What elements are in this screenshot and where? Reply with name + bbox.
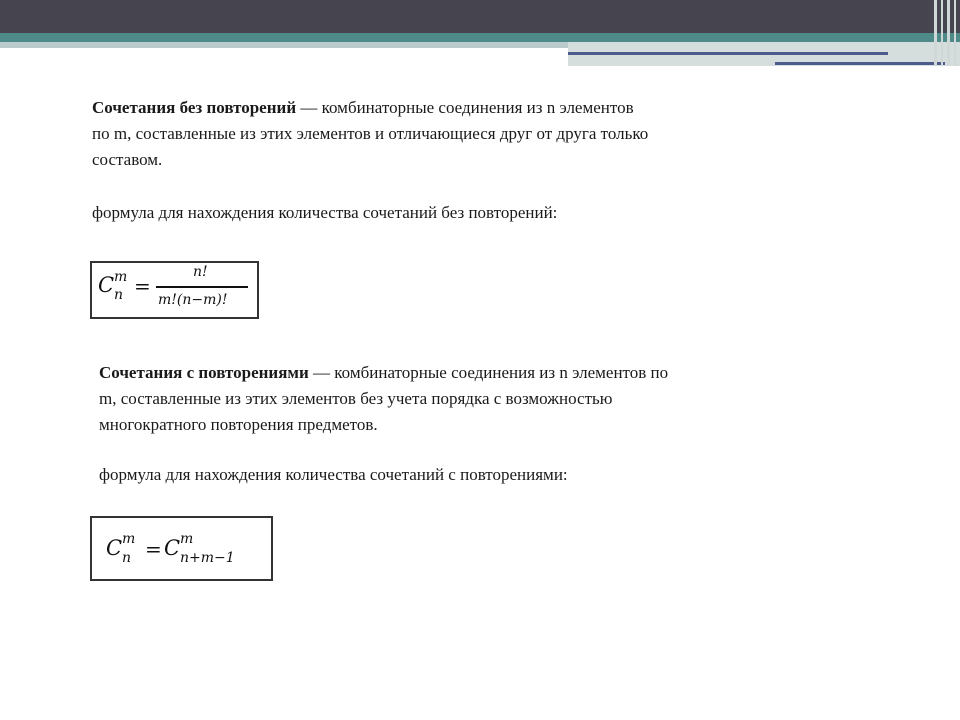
formula-repeat-caption: формула для нахождения количества сочетаний с повторениями: [99,465,568,484]
formula2-lhs-symbol: C [106,536,123,560]
definition-repeat-line2: m, составленные из этих элементов без учета порядка с возможностью [99,389,613,408]
definition-no-repeat [92,95,812,173]
formula1-subscript: n [114,287,124,303]
formula2-lhs-superscript: m [122,531,136,547]
definition-repeat-line1: — комбинаторные соединения из n элементов по [308,363,669,382]
header-teal-band [0,33,960,42]
definition-repeat [99,360,829,438]
formula1-equals: = [134,274,151,298]
header-blue-line [568,52,888,55]
definition-no-repeat-line1: — комбинаторные соединения из n элементов [296,98,634,117]
formula-no-repeat-caption: формула для нахождения количества сочетаний без повторений: [92,203,558,222]
definition-no-repeat-line3: составом. [92,150,163,169]
formula2-lhs-subscript: n [122,550,132,566]
header-light-strip [0,42,568,48]
term-repeat: Сочетания с повторениями [99,363,309,382]
formula-no-repeat-box [90,261,259,319]
formula1-denominator: m!(n−m)! [158,292,228,308]
formula1-numerator: n! [193,264,208,280]
formula2-equals: = [145,537,162,561]
definition-no-repeat-line2: по m, составленные из этих элементов и отличающиеся друг от друга только [92,124,649,143]
formula2-rhs-symbol: C [164,536,181,560]
header-vertical-stripes [930,0,960,66]
term-no-repeat: Сочетания без повторений [92,98,297,117]
formula1-fraction-bar [156,286,248,288]
formula1-superscript: m [114,269,128,285]
formula-repeat-box [90,516,273,581]
definition-repeat-line3: многократного повторения предметов. [99,415,378,434]
formula1-symbol: C [98,273,115,297]
header-dark-band [0,0,960,33]
formula2-rhs-superscript: m [180,531,194,547]
header-blue-line-short [775,62,945,65]
formula2-rhs-subscript: n+m−1 [180,550,235,566]
